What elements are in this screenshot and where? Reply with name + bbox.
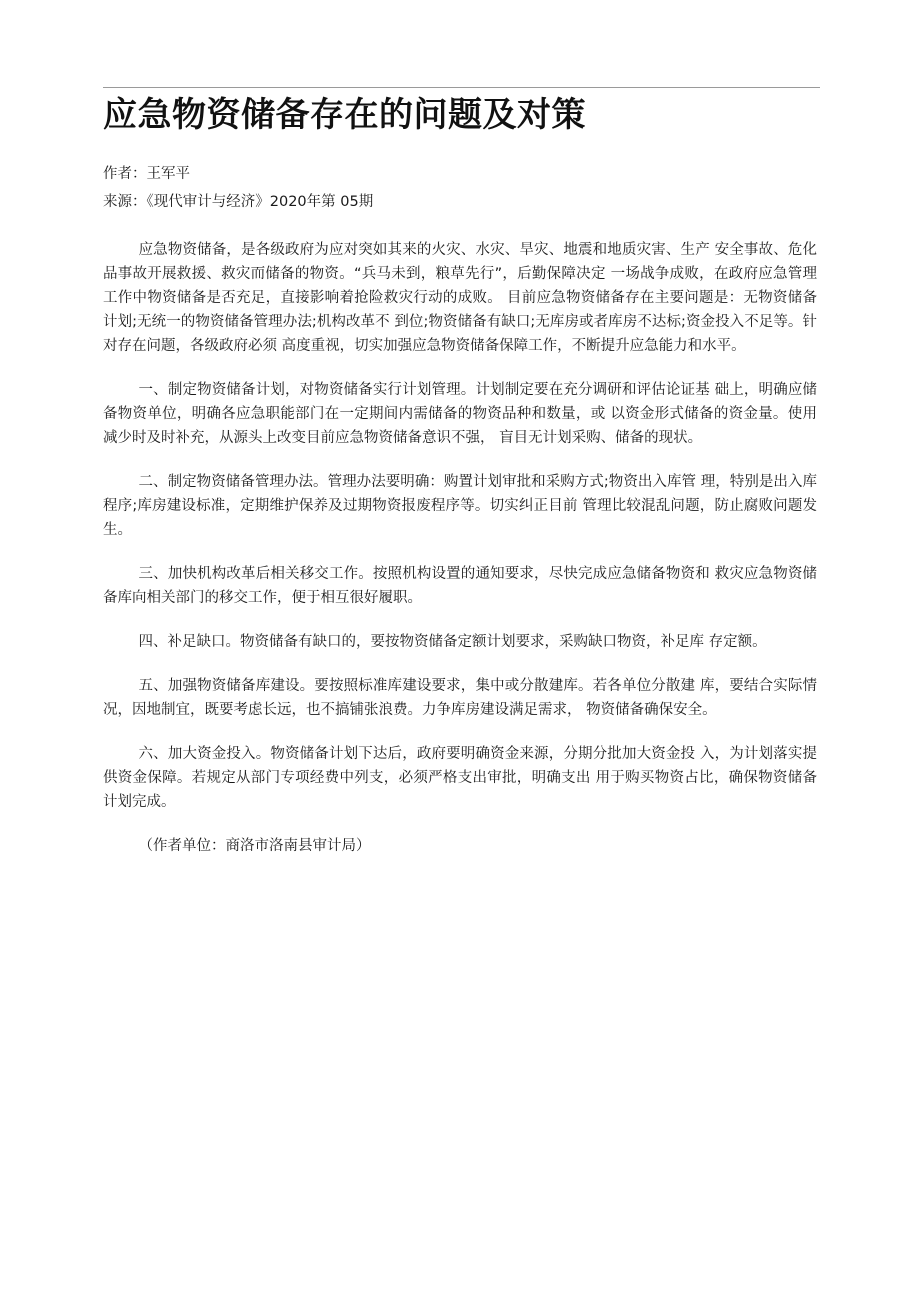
paragraph-warehouse: 五、加强物资储备库建设。要按照标准库建设要求，集中或分散建库。若各单位分散建 库，要结合实际情况，因地制宜，既要考虑长远，也不搞铺张浪费。力争库房建设满足需求， 物资储备确保安全。 (103, 678, 817, 718)
paragraph-funding: 六、加大资金投入。物资储备计划下达后，政府要明确资金来源，分期分批加大资金投 入，为计划落实提供资金保障。若规定从部门专项经费中列支，必须严格支出审批，明确支出 用于购买物资占比，确保物资储备计划完成。 (103, 746, 817, 810)
author-affiliation: （作者单位：商洛市洛南县审计局） (138, 838, 371, 854)
paragraph-plan: 一、制定物资储备计划，对物资储备实行计划管理。计划制定要在充分调研和评估论证基 础上，明确应储备物资单位，明确各应急职能部门在一定期间内需储备的物资品种和数量，或 以资金形式储备的资金量。使用减少时及时补充，从源头上改变目前应急物资储备意识不强， 盲目无计划采购、储备的现状。 (103, 382, 817, 446)
paragraph-handover: 三、加快机构改革后相关移交工作。按照机构设置的通知要求，尽快完成应急储备物资和 救灾应急物资储备库向相关部门的移交工作，便于相互很好履职。 (103, 566, 817, 606)
article-title: 应急物资储备存在的问题及对策 (103, 95, 586, 135)
paragraph-shortage: 四、补足缺口。物资储备有缺口的，要按物资储备定额计划要求，采购缺口物资，补足库 存定额。 (138, 634, 767, 650)
header-rule (103, 87, 820, 88)
article-body (103, 238, 817, 878)
source-line: 来源：《现代审计与经济》2020年第 05期 (103, 194, 374, 210)
paragraph-intro: 应急物资储备，是各级政府为应对突如其来的火灾、水灾、旱灾、地震和地质灾害、生产 安全事故、危化品事故开展救援、救灾而储备的物资。“兵马未到，粮草先行”，后勤保障决定 一场战争成败，在政府应急管理工作中物资储备是否充足，直接影响着抢险救灾行动的成败。 目前应急物资储备存在主要问题是：无物资储备计划;无统一的物资储备管理办法;机构改革不 到位;物资储备有缺口;无库房或者库房不达标;资金投入不足等。针对存在问题，各级政府必须 高度重视，切实加强应急物资储备保障工作，不断提升应急能力和水平。 (103, 242, 817, 354)
paragraph-management: 二、制定物资储备管理办法。管理办法要明确：购置计划审批和采购方式;物资出入库管 理，特别是出入库程序;库房建设标准，定期维护保养及过期物资报废程序等。切实纠正目前 管理比较混乱问题，防止腐败问题发生。 (103, 474, 817, 538)
author-line: 作者：王军平 (103, 166, 190, 182)
